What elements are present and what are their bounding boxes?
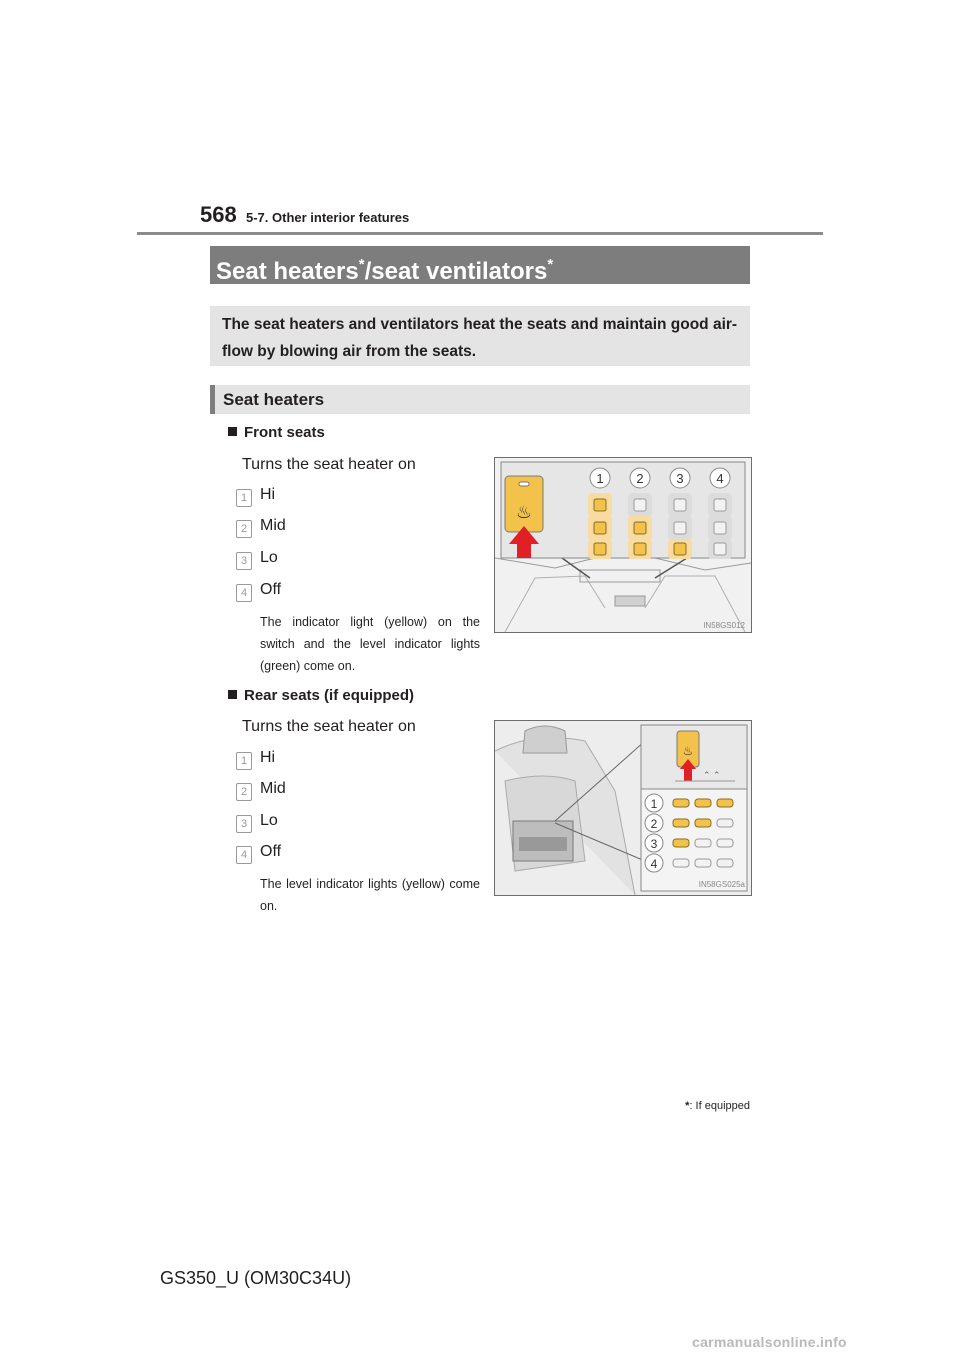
bullet-square-icon	[228, 427, 237, 436]
front-step-2	[240, 517, 286, 535]
intro-box	[210, 306, 750, 366]
step-number-icon: 2	[236, 783, 252, 801]
step-label: Mid	[260, 517, 286, 534]
rear-step-3	[240, 812, 278, 830]
step-label: Mid	[260, 780, 286, 797]
front-step-4	[240, 581, 282, 599]
watermark: carmanualsonline.info	[692, 1334, 847, 1350]
step-label: Lo	[260, 549, 278, 566]
asterisk-mark: *	[685, 1100, 690, 1112]
front-seat-heater-illustration	[494, 457, 752, 633]
rear-seats-heading-text: Rear seats (if equipped)	[244, 687, 415, 704]
svg-text:3: 3	[650, 837, 658, 851]
svg-text:4: 4	[716, 471, 724, 486]
front-step-1	[240, 486, 276, 504]
rear-seat-heater-illustration	[494, 720, 752, 896]
front-seats-heading-text: Front seats	[244, 424, 325, 441]
step-number-icon: 1	[236, 752, 252, 770]
step-number-icon: 4	[236, 846, 252, 864]
svg-text:3: 3	[676, 471, 684, 486]
page-number: 568	[200, 202, 237, 227]
intro-line: The seat heaters and ventilators heat the seats and maintain good air-	[222, 316, 738, 333]
step-label: Lo	[260, 812, 278, 829]
title-text: Seat heaters	[216, 258, 359, 285]
page-title	[210, 246, 750, 284]
step-number-icon: 2	[236, 520, 252, 538]
figure-code: IN58GS025a	[698, 880, 745, 889]
step-number-icon: 1	[236, 489, 252, 507]
step-label: Off	[260, 843, 282, 860]
rear-step-1	[240, 749, 276, 767]
title-separator: /seat ventilators	[364, 258, 548, 285]
footnote-text: : If equipped	[689, 1100, 750, 1112]
svg-text:♨: ♨	[682, 744, 694, 758]
front-instruction: Turns the seat heater on	[242, 456, 416, 473]
rear-seats-heading	[228, 687, 414, 704]
step-label: Hi	[260, 749, 276, 766]
svg-text:♨: ♨	[515, 502, 533, 522]
subheading-seat-heaters: Seat heaters	[210, 385, 750, 414]
step-label: Hi	[260, 486, 276, 503]
front-note: The indicator light (yellow) on the switch and the level indicator lights (green) come on.	[260, 615, 480, 673]
bullet-square-icon	[228, 690, 237, 699]
svg-text:1: 1	[650, 797, 658, 811]
rear-note: The level indicator lights (yellow) come on.	[260, 877, 480, 913]
rear-step-2	[240, 780, 286, 798]
step-number-icon: 4	[236, 584, 252, 602]
asterisk-mark: *	[547, 256, 554, 273]
front-seats-heading	[228, 424, 325, 441]
figure-code: IN58GS012	[703, 621, 745, 630]
step-number-icon: 3	[236, 815, 252, 833]
intro-line: flow by blowing air from the seats.	[222, 343, 477, 360]
header-rule	[137, 232, 823, 235]
svg-text:2: 2	[650, 817, 658, 831]
footnote	[0, 1100, 750, 1112]
asterisk-mark: *	[358, 256, 365, 273]
rear-step-4	[240, 843, 282, 861]
svg-text:4: 4	[650, 857, 658, 871]
manual-code-footer: GS350_U (OM30C34U)	[160, 1268, 352, 1288]
step-label: Off	[260, 581, 282, 598]
svg-text:2: 2	[636, 471, 644, 486]
svg-text:1: 1	[596, 471, 604, 486]
svg-text:⌃ ⌃: ⌃ ⌃	[703, 770, 721, 780]
section-reference: 5-7. Other interior features	[246, 210, 410, 225]
rear-instruction: Turns the seat heater on	[242, 718, 416, 735]
front-step-3	[240, 549, 278, 567]
step-number-icon: 3	[236, 552, 252, 570]
